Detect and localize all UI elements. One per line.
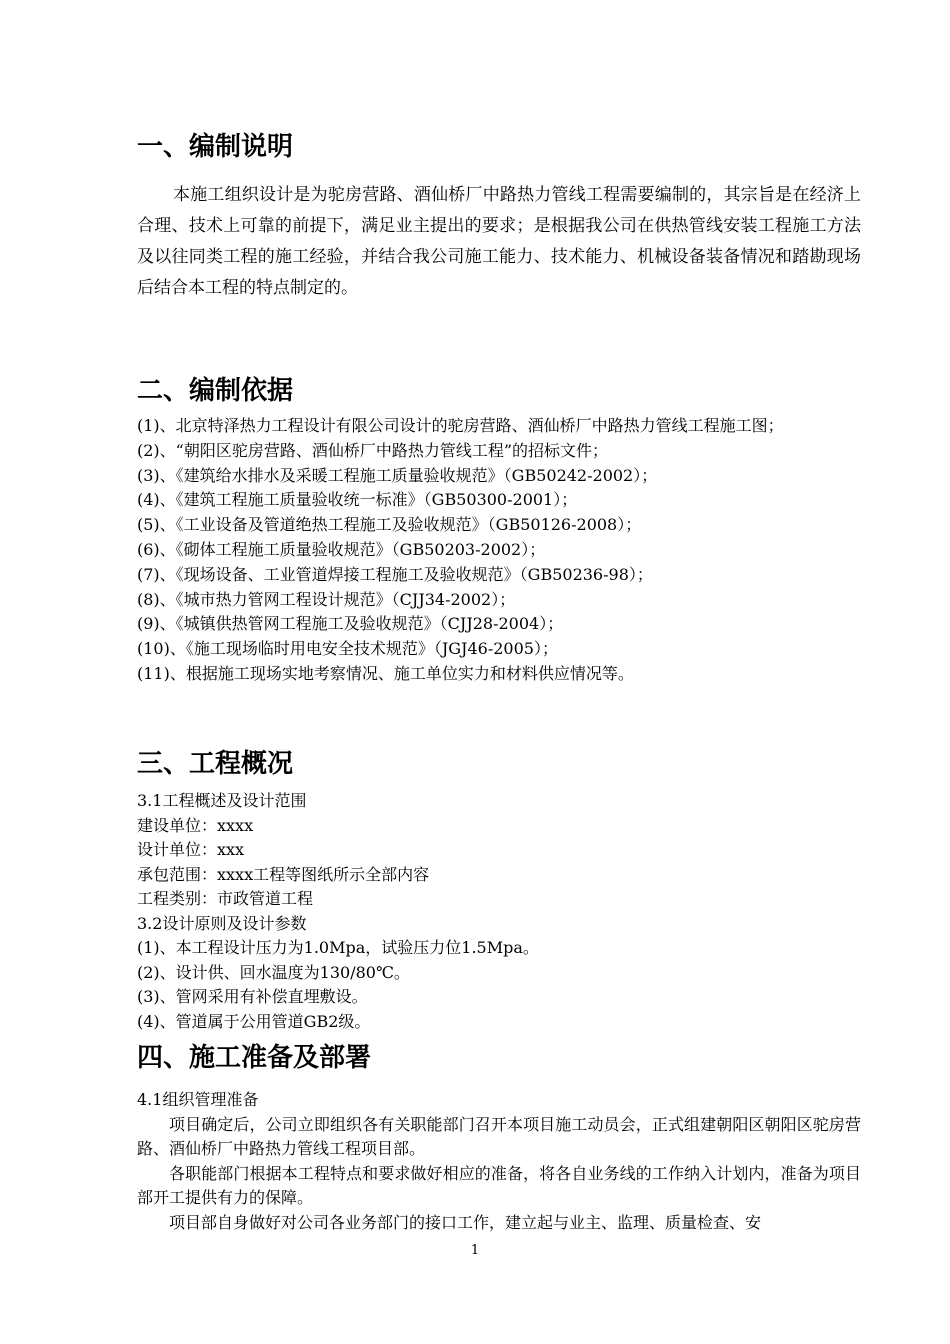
list-item: (10)、《施工现场临时用电安全技术规范》（JGJ46-2005）；: [137, 639, 558, 659]
text-line: (1)、本工程设计压力为1.0Mpa，试验压力位1.5Mpa。: [137, 938, 539, 957]
paragraph: 项目确定后，公司立即组织各有关职能部门召开本项目施工动员会，正式组建朝阳区朝阳区驼房营路、酒仙桥厂中路热力管线工程项目部。: [137, 1114, 861, 1158]
section-3-subheading: 3.1工程概述及设计范围: [137, 791, 307, 810]
section-3-body: [137, 789, 863, 1034]
list-item: (1)、北京特泽热力工程设计有限公司设计的驼房营路、酒仙桥厂中路热力管线工程施工图；: [137, 416, 784, 435]
text-line: (2)、设计供、回水温度为130/80℃。: [137, 962, 410, 982]
list-item: (9)、《城镇供热管网工程施工及验收规范》（CJJ28-2004）；: [137, 614, 564, 634]
list-item: (5)、《工业设备及管道绝热工程施工及验收规范》（GB50126-2008）；: [137, 515, 642, 535]
text-line: 承包范围：xxxx工程等图纸所示全部内容: [137, 864, 430, 884]
paragraph: 项目部自身做好对公司各业务部门的接口工作，建立起与业主、监理、质量检查、安: [169, 1212, 762, 1232]
text-line: 设计单位：xxx: [137, 840, 245, 859]
section-4-body: [137, 1088, 861, 1235]
section-2-list: [137, 414, 863, 687]
list-item: (6)、《砌体工程施工质量验收规范》（GB50203-2002）；: [137, 539, 546, 559]
paragraph: 各职能部门根据本工程特点和要求做好相应的准备，将各自业务线的工作纳入计划内，准备为项目部开工提供有力的保障。: [137, 1163, 861, 1207]
section-4-subheading: 4.1组织管理准备: [137, 1090, 259, 1109]
list-item: (8)、《城市热力管网工程设计规范》（CJJ34-2002）；: [137, 589, 516, 609]
text-line: 建设单位：xxxx: [137, 815, 254, 835]
section-3-heading: 三、工程概况: [137, 749, 294, 779]
section-2-heading: 二、编制依据: [137, 376, 294, 406]
text-line: 工程类别：市政管道工程: [137, 889, 314, 908]
list-item: (2)、“朝阳区驼房营路、酒仙桥厂中路热力管线工程”的招标文件；: [137, 440, 609, 460]
page-number: 1: [470, 1243, 480, 1258]
list-item: (7)、《现场设备、工业管道焊接工程施工及验收规范》（GB50236-98）；: [137, 564, 653, 584]
text-line: (4)、管道属于公用管道GB2级。: [137, 1011, 371, 1031]
list-item: (4)、《建筑工程施工质量验收统一标准》（GB50300-2001）；: [137, 490, 578, 510]
text-line: (3)、管网采用有补偿直埋敷设。: [137, 987, 368, 1006]
section-3-subheading: 3.2设计原则及设计参数: [137, 913, 307, 933]
section-1-body: 本施工组织设计是为驼房营路、酒仙桥厂中路热力管线工程需要编制的，其宗旨是在经济上合理、技术上可靠的前提下，满足业主提出的要求；是根据我公司在供热管线安装工程施工方法及以往同类工程的施工经验，并结合我公司施工能力、技术能力、机械设备装备情况和踏勘现场后结合本工程的特点制定的。: [137, 185, 861, 298]
section-1-heading: 一、编制说明: [137, 132, 294, 162]
list-item: (11)、根据施工现场实地考察情况、施工单位实力和材料供应情况等。: [137, 663, 634, 683]
list-item: (3)、《建筑给水排水及采暖工程施工质量验收规范》（GB50242-2002）；: [137, 465, 658, 485]
section-4-heading: 四、施工准备及部署: [137, 1043, 372, 1073]
